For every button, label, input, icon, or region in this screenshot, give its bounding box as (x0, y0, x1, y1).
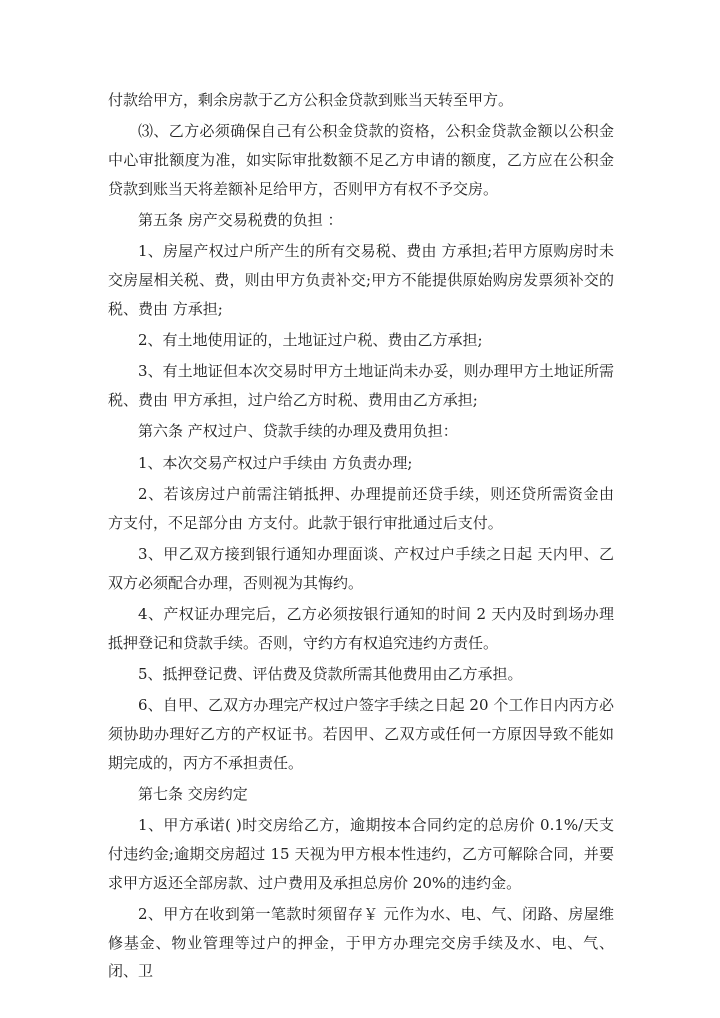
section-heading: 第五条 房产交易税费的负担 ： (138, 211, 343, 229)
paragraph: 6、自甲、乙双方办理完产权过户签字手续之日起 20 个工作日内丙方必须协助办理好乙方的产权证书。若因甲、乙双方或任何一方原因导致不能如期完成的，丙方不承担责任。 (108, 696, 614, 772)
paragraph: 1、房屋产权过户所产生的所有交易税、费由 方承担;若甲方原购房时未交房屋相关税、费，则由甲方负责补交;甲方不能提供原始购房发票须补交的税、费由 方承担; (108, 242, 614, 318)
paragraph: 3、有土地证但本次交易时甲方土地证尚未办妥，则办理甲方土地证所需税、费由 甲方承担，过户给乙方时税、费用由乙方承担; (108, 362, 614, 409)
contract-text (108, 86, 614, 989)
section-heading: 第六条 产权过户、贷款手续的办理及费用负担： (138, 422, 458, 441)
paragraph: ⑶、乙方必须确保自己有公积金贷款的资格，公积金贷款金额以公积金中心审批额度为准，如实际审批数额不足乙方申请的额度，乙方应在公积金贷款到账当天将差额补足给甲方，否则甲方有权不予交房。 (108, 122, 614, 198)
paragraph: 5、抵押登记费、评估费及贷款所需其他费用由乙方承担。 (138, 664, 523, 683)
paragraph: 4、产权证办理完后，乙方必须按银行通知的时间 2 天内及时到场办理抵押登记和贷款手续。否则，守约方有权追究违约方责任。 (108, 604, 614, 652)
paragraph: 1、甲方承诺( )时交房给乙方，逾期按本合同约定的总房价 0.1%/天支付违约金;逾期交房超过 15 天视为甲方根本性违约，乙方可解除合同，并要求甲方返还全部房款、过户费用及承担总房价 20%的违约金。 (108, 816, 614, 892)
paragraph: 2、甲方在收到第一笔款时须留存￥ 元作为水、电、气、闭路、房屋维修基金、物业管理等过户的押金，于甲方办理完交房手续及水、电、气、闭、卫 (108, 904, 614, 981)
paragraph: 2、有土地使用证的，土地证过户税、费由乙方承担; (138, 331, 483, 349)
section-heading: 第七条 交房约定 (138, 784, 248, 803)
paragraph: 3、甲乙双方接到银行通知办理面谈、产权过户手续之日起 天内甲、乙双方必须配合办理，否则视为其悔约。 (108, 544, 614, 592)
paragraph: 付款给甲方，剩余房款于乙方公积金贷款到账当天转至甲方。 (108, 91, 514, 109)
paragraph: 2、若该房过户前需注销抵押、办理提前还贷手续，则还贷所需资金由 方支付，不足部分由 方支付。此款于银行审批通过后支付。 (108, 484, 614, 532)
paragraph: 1、本次交易产权过户手续由 方负责办理; (138, 453, 413, 472)
